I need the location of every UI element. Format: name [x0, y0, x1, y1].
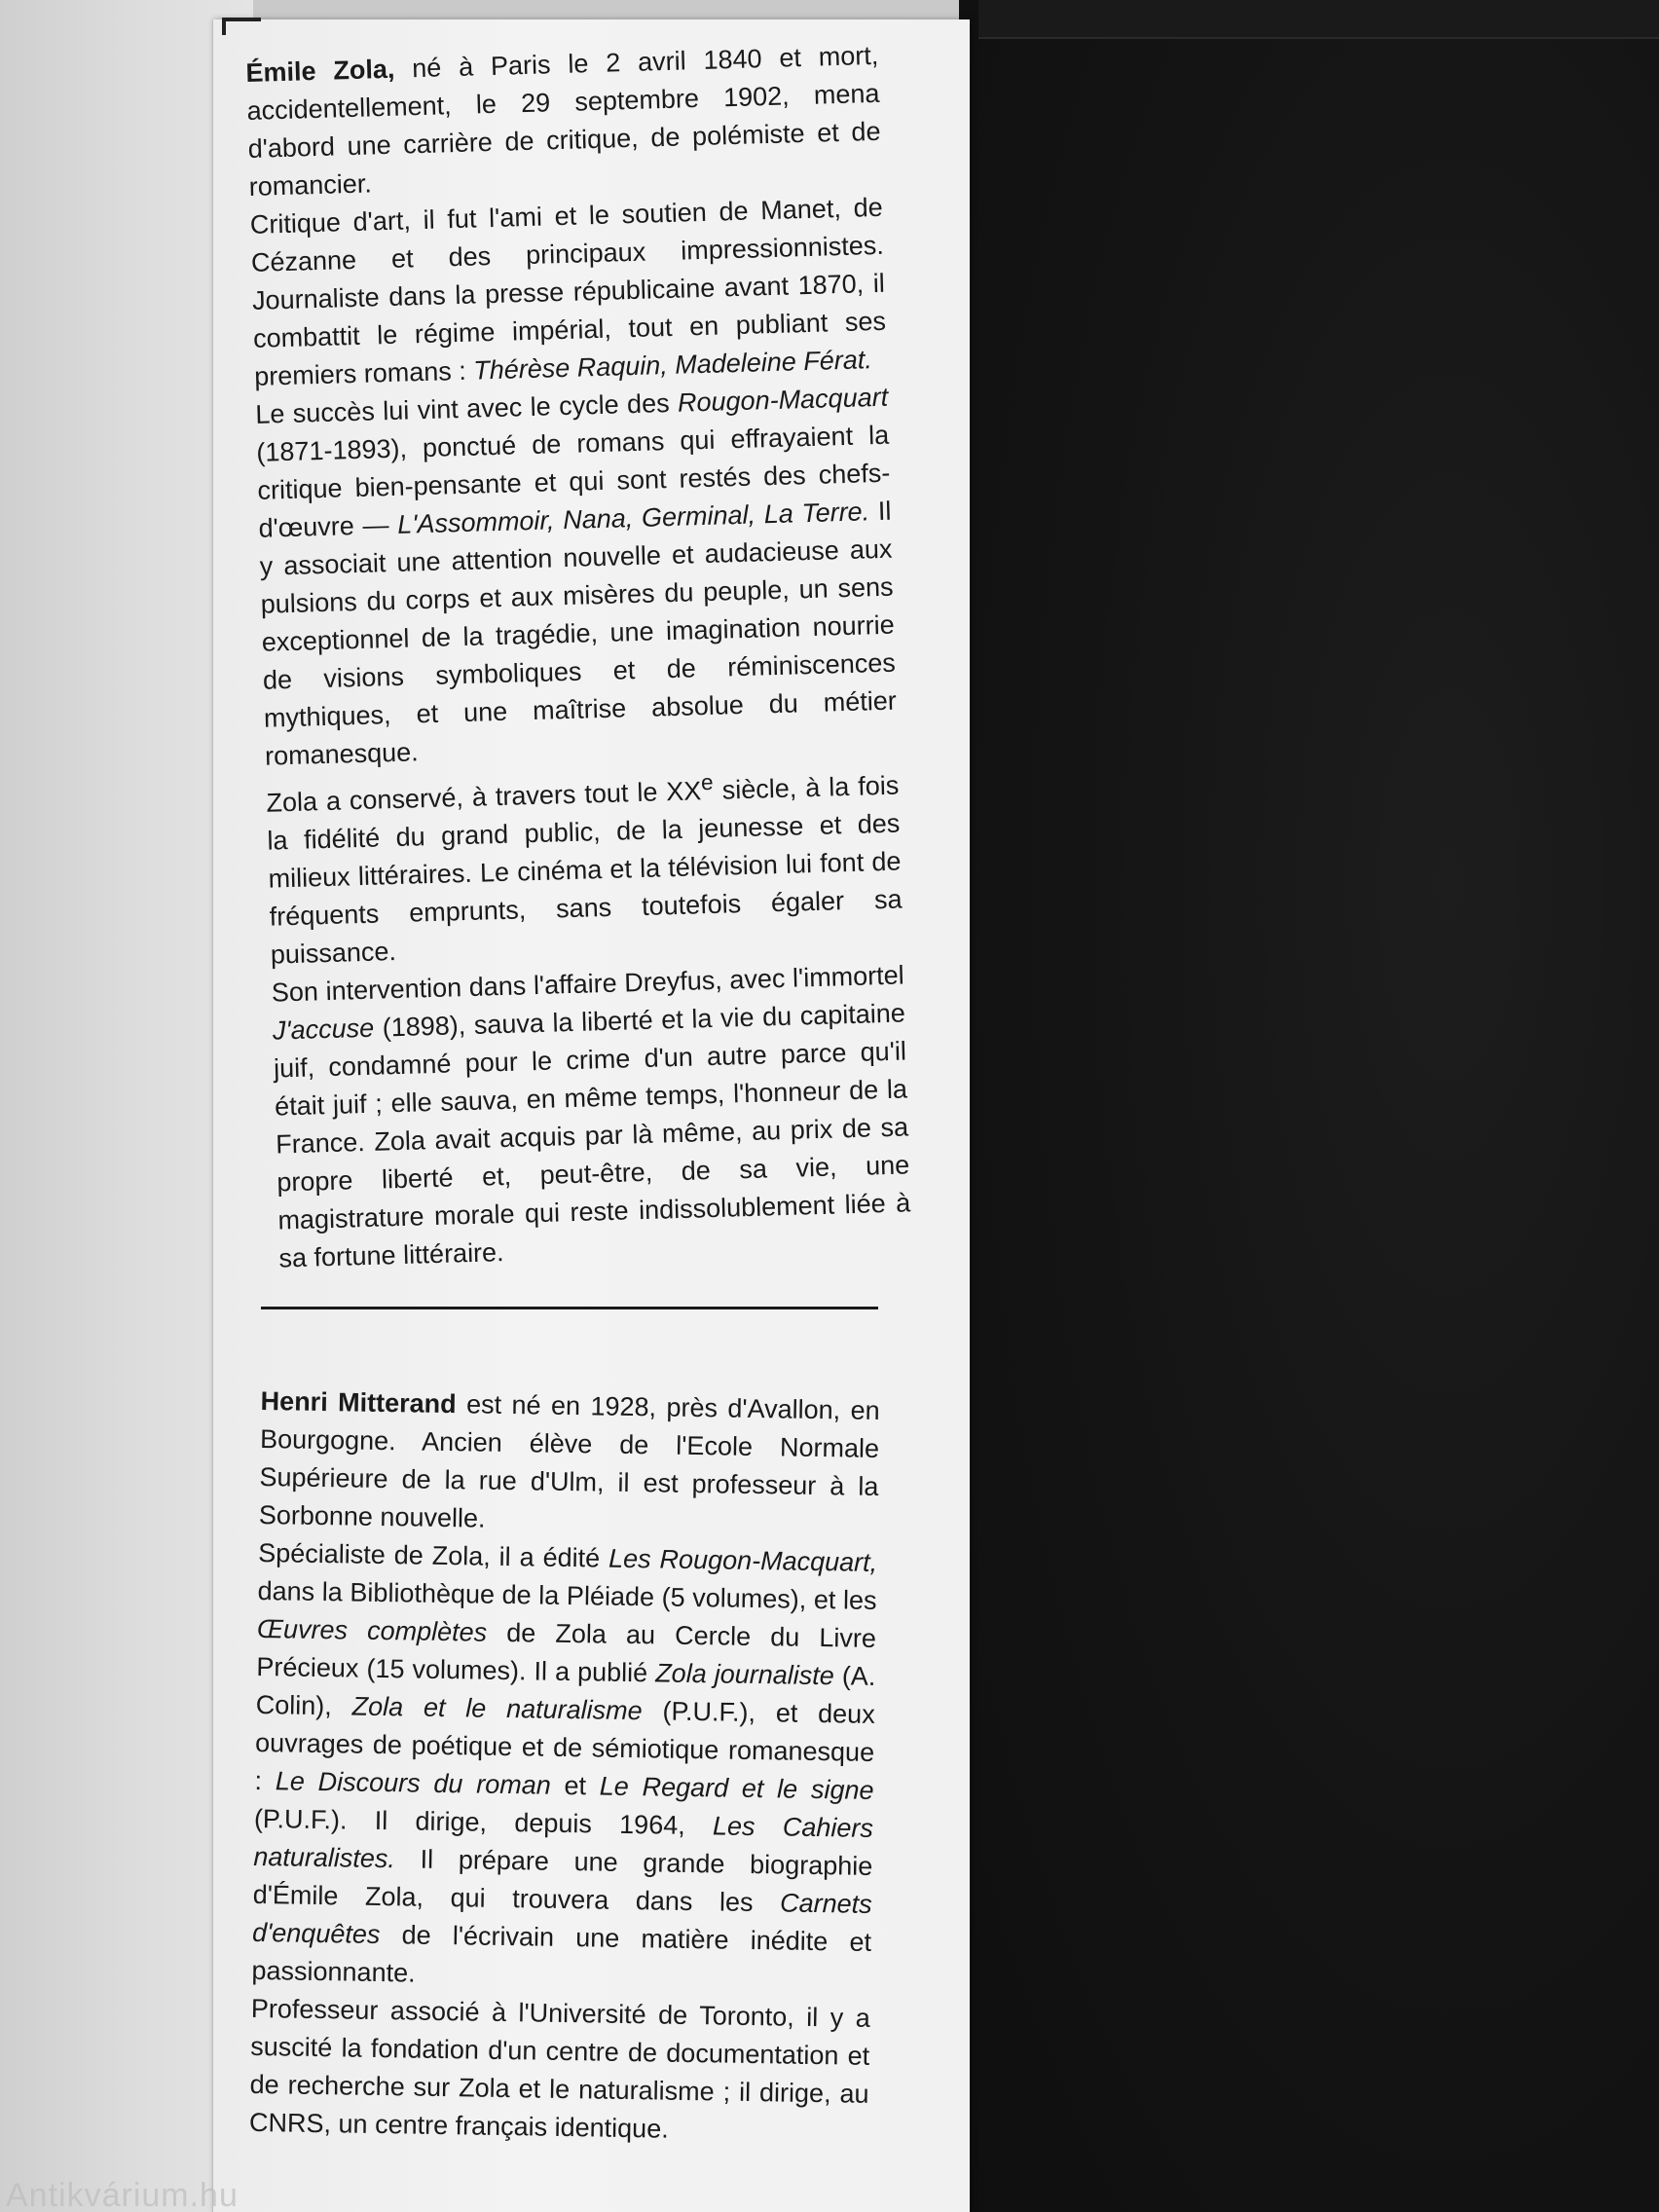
- dark-book-cover: [959, 0, 1659, 2212]
- zola-name: Émile Zola,: [245, 54, 395, 88]
- watermark-text: Antikvárium.hu: [6, 2177, 239, 2212]
- flap-corner-mark: [222, 18, 261, 35]
- mitterand-biography: [249, 1382, 880, 2152]
- mitterand-paragraph-3: Professeur associé à l'Université de Toronto, il y a suscité la fondation d'un centre de documentation et de recherche sur Zola et le naturalisme ; il dirige, au CNRS, un centre français identique.: [248, 1993, 871, 2144]
- zola-paragraph-1: Émile Zola, né à Paris le 2 avril 1840 et mort, accidentellement, le 29 septembre 1902, mena d'abord une carrière de critique, de polémiste et de romancier.: [245, 40, 881, 202]
- section-divider: [261, 1307, 878, 1309]
- zola-paragraph-5: Son intervention dans l'affaire Dreyfus, avec l'immortel J'accuse (1898), sauva la liberté et la vie du capitaine juif, condamné pour le crime d'un autre parce qu'il était juif ; elle sauva, en même temps, l'honneur de la France. Zola avait acquis par là même, au prix de sa propre liberté et, peut-être, de sa vie, une magistrature morale qui reste indissolublement liée à sa fortune littéraire.: [271, 960, 911, 1273]
- zola-paragraph-2: Critique d'art, il fut l'ami et le soutien de Manet, de Cézanne et des principaux impressionnistes. Journaliste dans la presse républicaine avant 1870, il combattit le régime impérial, tout en publiant ses premiers romans : Thérèse Raquin, Madeleine Férat.: [249, 192, 887, 391]
- mitterand-paragraph-2: Spécialiste de Zola, il a édité Les Rougon-Macquart, dans la Bibliothèque de la Pléiade (5 volumes), et les Œuvres complètes de Zola au Cercle du Livre Précieux (15 volumes). Il a publié Zola journaliste (A. Colin), Zola et le naturalisme (P.U.F.), et deux ouvrages de poétique et de sémiotique romanesque : Le Discours du roman et Le Regard et le signe (P.U.F.). Il dirige, depuis 1964, Les Cahiers naturalistes. Il prépare une grande biographie d'Émile Zola, qui trouvera dans les Carnets d'enquêtes de l'écrivain une matière inédite et passionnante.: [251, 1537, 878, 1988]
- zola-biography: [245, 37, 912, 1278]
- mitterand-name: Henri Mitterand: [260, 1385, 457, 1419]
- mitterand-paragraph-1: Henri Mitterand est né en 1928, près d'Avallon, en Bourgogne. Ancien élève de l'Ecole Normale Supérieure de la rue d'Ulm, il est professeur à la Sorbonne nouvelle.: [258, 1385, 880, 1533]
- zola-paragraph-3: Le succès lui vint avec le cycle des Rougon-Macquart (1871-1893), ponctué de romans qui effrayaient la critique bien-pensante et qui sont restés des chefs-d'œuvre — L'Assommoir, Nana, Germinal, La Terre. Il y associait une attention nouvelle et audacieuse aux pulsions du corps et aux misères du peuple, un sens exceptionnel de la tragédie, une imagination nourrie de visions symboliques et de réminiscences mythiques, et une maîtrise absolue du métier romanesque.: [254, 382, 898, 771]
- zola-paragraph-4: Zola a conservé, à travers tout le XXe siècle, à la fois la fidélité du grand public, de la jeunesse et des milieux littéraires. Le cinéma et la télévision lui font de fréquents emprunts, sans toutefois égaler sa puissance.: [266, 769, 903, 970]
- book-cover-top-edge: [978, 0, 1659, 39]
